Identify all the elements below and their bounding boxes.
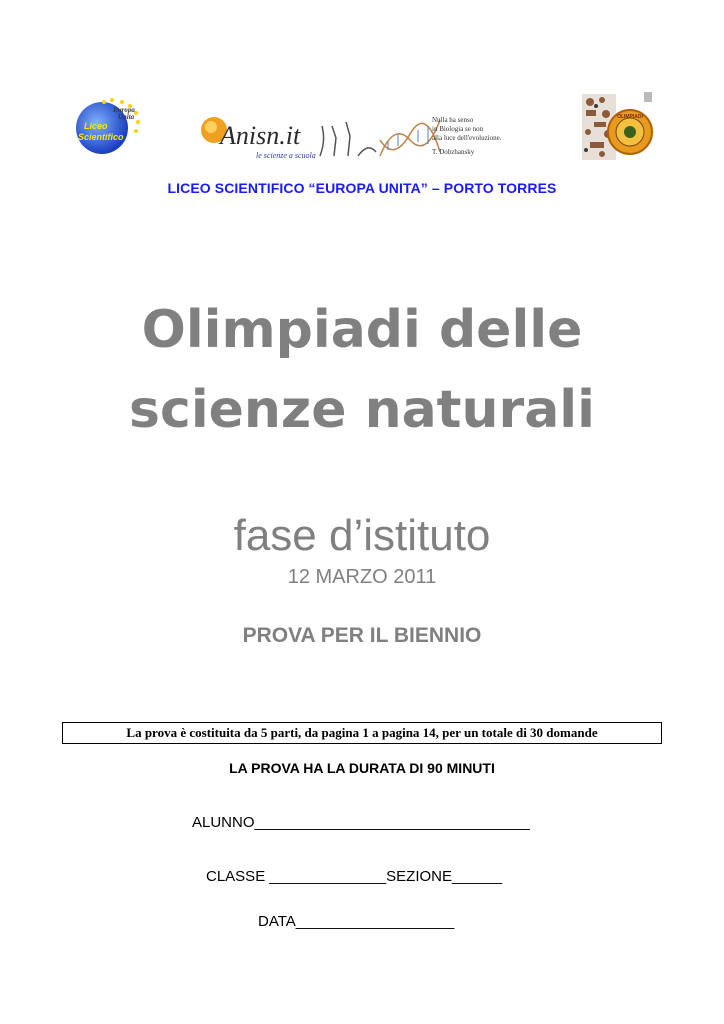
svg-text:Liceo: Liceo — [84, 121, 108, 131]
anisn-logo — [198, 112, 510, 162]
svg-text:OLIMPIADI: OLIMPIADI — [617, 114, 643, 120]
exam-structure-note: La prova è costituita da 5 parti, da pagina 1 a pagina 14, per un totale di 30 domande — [62, 722, 662, 744]
svg-text:Anisn.it: Anisn.it — [220, 121, 301, 150]
svg-text:in Biologia se non: in Biologia se non — [432, 125, 484, 133]
svg-text:Unita: Unita — [117, 113, 135, 121]
svg-text:alla luce dell'evoluzione.: alla luce dell'evoluzione. — [432, 134, 502, 142]
svg-text:Europa: Europa — [113, 106, 135, 114]
page-title — [0, 290, 724, 450]
exam-duration: LA PROVA HA LA DURATA DI 90 MINUTI — [229, 760, 495, 776]
svg-text:le scienze a scuola: le scienze a scuola — [256, 151, 316, 160]
class-section-field[interactable]: CLASSE ______________SEZIONE______ — [206, 868, 503, 885]
title-line-2: scienze naturali — [129, 380, 595, 440]
exam-level: PROVA PER IL BIENNIO — [242, 624, 482, 647]
liceo-scientifico-logo — [66, 92, 146, 158]
title-line-1: Olimpiadi delle — [141, 300, 583, 360]
olimpiadi-logo — [580, 88, 656, 168]
student-name-field[interactable]: ALUNNO_________________________________ — [192, 814, 530, 831]
school-name: LICEO SCIENTIFICO “EUROPA UNITA” – PORTO TORRES — [167, 180, 557, 196]
svg-text:T. Dobzhansky: T. Dobzhansky — [432, 148, 475, 156]
svg-text:Scientifico: Scientifico — [78, 132, 124, 142]
phase-label: fase d’istituto — [233, 511, 491, 560]
exam-date: 12 MARZO 2011 — [287, 566, 437, 588]
date-field[interactable]: DATA___________________ — [258, 913, 455, 930]
svg-text:Nulla ha senso: Nulla ha senso — [432, 116, 474, 124]
